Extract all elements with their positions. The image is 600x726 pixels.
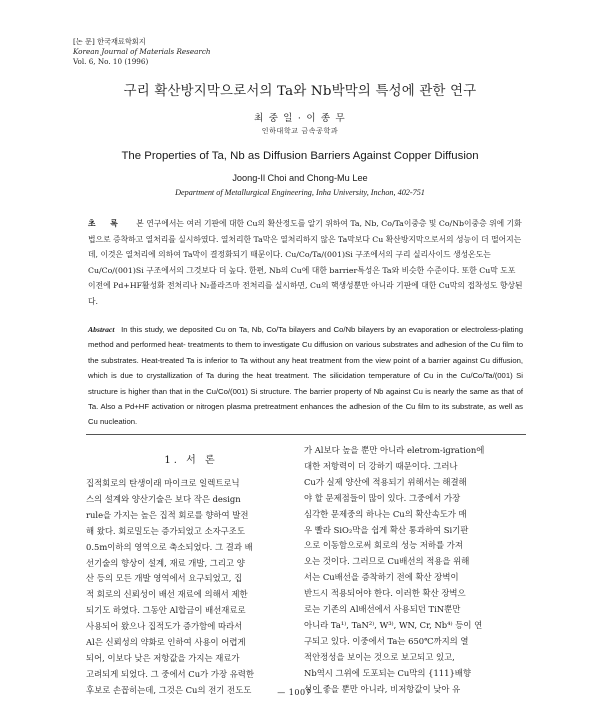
body-line: 심각한 문제중의 하나는 Cu의 확산속도가 매 [304,508,467,519]
authors-english: Joong-Il Choi and Chong-Mu Lee [232,173,368,183]
body-line: 산 등의 모든 개발 영역에서 요구되었고, 집 [86,573,243,584]
body-line: 로는 기존의 Al배선에서 사용되던 TiN뿐만 [304,604,461,615]
body-line: 야 할 문제점들이 많이 있다. 그중에서 가장 [304,492,461,503]
body-line: 선기술의 향상이 설계, 재료 개발, 그리고 양 [86,557,245,568]
body-line: 적안정성을 보이는 것으로 보고되고 있고, [304,651,455,662]
affiliation-english: Department of Metallurgical Engineering, Inha University, Inchon, 402-751 [175,188,425,197]
section-heading-introduction: 1. 서 론 [164,455,218,466]
body-line: Cu가 실제 양산에 적용되기 위해서는 해결해 [304,476,467,487]
body-line: Nb역시 그위에 도포되는 Cu막의 {111}배향 [304,667,471,678]
body-line: 구되고 있다. 이중에서 Ta는 650℃까지의 열 [304,635,469,646]
body-column-left [86,476,296,699]
body-line: 스의 설계와 양산기술은 보다 작은 design [86,493,241,504]
body-line: 성이 좋을 뿐만 아니라, 비저항값이 낮아 유 [304,683,461,694]
body-line: 서는 Cu배선을 증착하기 전에 확산 장벽이 [304,572,459,583]
body-line: 반드시 적용되어야 한다. 이러한 확산 장벽으 [304,588,466,599]
body-line: 되기도 하였다. 그동안 Al합금이 배선재료로 [86,605,246,616]
body-line: 0.5m이하의 영역으로 축소되었다. 그 결과 배 [86,541,253,552]
affiliation-korean: 인하대학교 금속공학과 [261,127,339,135]
abstract-korean [88,216,523,310]
body-line: 우 빨라 SiO₂막을 쉽게 확산 통과하여 Si기판 [304,524,469,535]
abstract-korean-label: 초 록 [88,219,124,228]
abstract-korean-text: 본 연구에서는 여러 기판에 대한 Cu의 확산정도를 알기 위하여 Ta, Nb, Co/Ta이중층 및 Co/Nb이중층 위에 기화법으로 증착하고 열처리를 실시하였다. 열처리한 Ta막은 열처리하지 않은 Ta막보다 Cu 확산방지막으로서의 성능이 더 떨어지는데, 이것은 열처리에 의하여 Ta막이 결정화되기 때문이다. Cu/Co/Ta/(001)Si 구조에서의 구리 실리사이드 생성온도는 Cu/Co/(001)Si 구조에서의 그것보다 더 높다. 한편, Nb의 Cu에 대한 barrier특성은 Ta와 비슷한 수준이다. 또한 Cu막 도포 이전에 Pd+HF활성화 전처리나 N₂플라즈마 전처리를 실시하면, Cu의 핵생성뿐만 아니라 기판에 대한 Cu막의 접착성도 향상된다. [88,219,523,306]
body-line: 해 왔다. 회로밀도는 증가되었고 소자구조도 [86,525,245,536]
header-line: [논 문] 한국재료학회지 [73,37,146,46]
abstract-english-label: Abstract [88,325,115,334]
journal-name: Korean Journal of Materials Research [73,46,211,56]
body-line: 사용되어 왔으나 집적도가 증가함에 따라서 [86,621,243,632]
journal-volume: Vol. 6, No. 10 (1996) [73,56,149,66]
body-line: 고려되게 되었다. 그 중에서 Cu가 가장 유력한 [86,668,254,679]
body-line: 대한 저항력이 더 강하기 때문이다. 그러나 [304,460,458,471]
title-english: The Properties of Ta, Nb as Diffusion Barriers Against Copper Diffusion [121,150,479,162]
abstract-english [88,322,523,430]
journal-header [73,37,211,66]
authors-korean: 최 중 일 · 이 종 무 [254,113,346,124]
body-line: 오는 것이다. 그러므로 Cu배선의 적용을 위해 [304,556,470,567]
body-line: Al은 신뢰성의 약화로 인하여 사용이 어렵게 [86,637,246,648]
page-number: — 1007 — [277,688,323,697]
body-line: 아니라 Ta¹⁾, TaN²⁾, W³⁾, WN, Cr, Nb⁴⁾ 등이 연 [304,619,483,630]
body-line: 집적회로의 탄생이래 마이크로 일렉트로닉 [86,478,240,488]
section-divider [86,434,526,435]
abstract-english-text: In this study, we deposited Cu on Ta, Nb, Co/Ta bilayers and Co/Nb bilayers by an evaporation or electroless-plating method and performed heat- treatments to them to investigate Cu diffusion on various substrates and adhesion of the Cu film to the substrates. Heat-treated Ta is inferior to Ta without any heat treatment from the view point of a barrier against Cu diffusion, which is due to crystallization of Ta during the heat treatment. The silicidation temperature of Cu in the Cu/Co/Ta/(001) Si structure is higher than that in the Cu/Co/(001) Si structure. The barrier property of Nb against Cu is nearly the same as that of Ta. Also a Pd+HF activation or nitrogen plasma pretreatment enhances the adhesion of the Cu film to its substrate, as well as Cu nucleation. [88,325,523,427]
body-line: 되어, 이보다 낮은 저항값을 가지는 재료가 [86,652,240,663]
body-line: 적 회로의 신뢰성이 배선 재료에 의해서 제한 [86,589,248,600]
title-korean: 구리 확산방지막으로서의 Ta와 Nb박막의 특성에 관한 연구 [123,84,477,99]
body-line: 가 Al보다 높을 뿐만 아니라 eletrom-igration에 [304,445,485,455]
body-line: 으로 이동함으로써 회로의 성능 저하를 가져 [304,540,463,551]
body-column-right [304,443,528,698]
body-line: 후보로 손꼽히는데, 그것은 Cu의 전기 전도도 [86,684,252,695]
body-line: rule을 가지는 높은 집적 회로를 향하여 발전 [86,509,249,520]
